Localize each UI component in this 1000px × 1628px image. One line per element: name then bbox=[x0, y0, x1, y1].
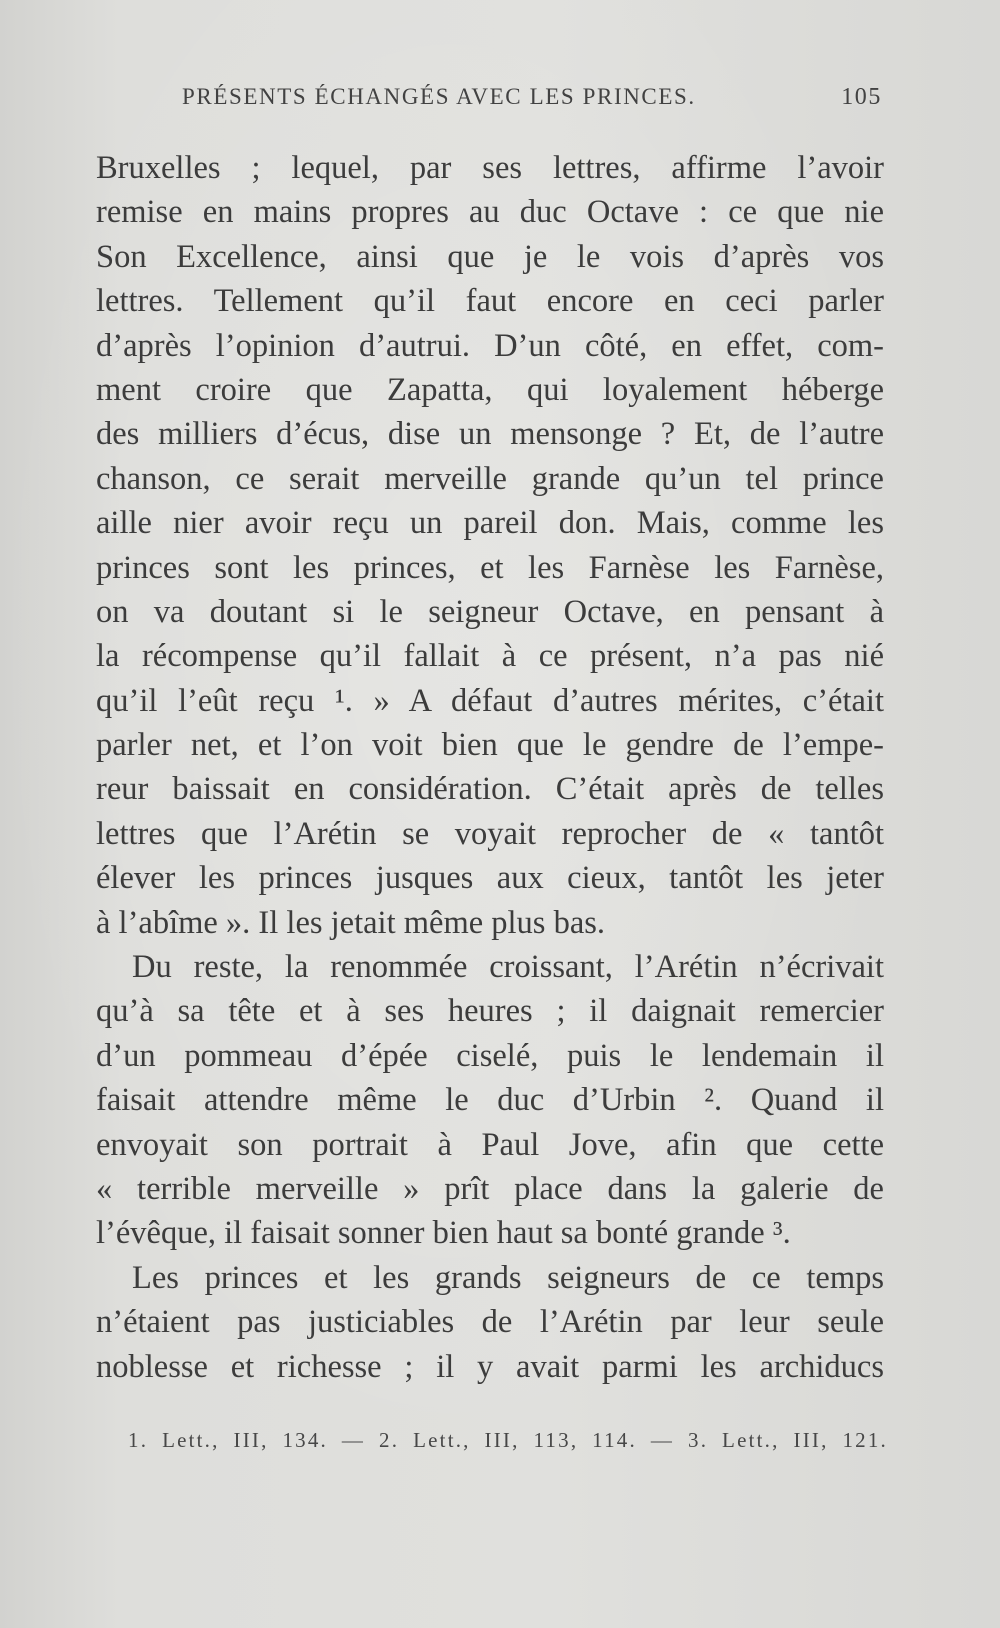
text-line: Bruxelles ; lequel, par ses lettres, affirme l’avoir bbox=[96, 150, 884, 186]
text-line: élever les princes jusques aux cieux, tantôt les jeter bbox=[96, 860, 884, 897]
text-line: Du reste, la renommée croissant, l’Arétin n’écrivait bbox=[132, 949, 884, 986]
text-line: des milliers d’écus, dise un mensonge ? Et, de l’autre bbox=[96, 416, 884, 453]
text-line: chanson, ce serait merveille grande qu’un tel prince bbox=[96, 460, 884, 497]
text-line: qu’à sa tête et à ses heures ; il daignait remercier bbox=[96, 993, 884, 1030]
text-line: faisait attendre même le duc d’Urbin ². Quand il bbox=[96, 1082, 884, 1119]
text-line: d’un pommeau d’épée ciselé, puis le lendemain il bbox=[96, 1037, 884, 1074]
text-line: on va doutant si le seigneur Octave, en pensant à bbox=[96, 593, 884, 630]
text-line: reur baissait en considération. C’était après de telles bbox=[96, 771, 884, 808]
page-number: 105 bbox=[841, 84, 882, 110]
text-line: Son Excellence, ainsi que je le vois d’après vos bbox=[96, 238, 884, 275]
body-text bbox=[96, 146, 884, 1389]
text-line: envoyait son portrait à Paul Jove, afin que cette bbox=[96, 1126, 884, 1163]
text-line: « terrible merveille » prît place dans la galerie de bbox=[96, 1170, 884, 1207]
text-line: aille nier avoir reçu un pareil don. Mais, comme les bbox=[96, 505, 884, 542]
text-line: remise en mains propres au duc Octave : ce que nie bbox=[96, 194, 884, 231]
running-head bbox=[182, 84, 882, 124]
text-line: princes sont les princes, et les Farnèse les Farnèse, bbox=[96, 549, 884, 586]
text-line: qu’il l’eût reçu ¹. » A défaut d’autres mérites, c’était bbox=[96, 682, 884, 719]
text-line: lettres que l’Arétin se voyait reprocher de « tantôt bbox=[96, 815, 884, 852]
text-line: à l’abîme ». Il les jetait même plus bas. bbox=[96, 904, 606, 941]
text-line: lettres. Tellement qu’il faut encore en ceci parler bbox=[96, 283, 884, 320]
text-line: parler net, et l’on voit bien que le gendre de l’empe- bbox=[96, 727, 884, 764]
text-line: noblesse et richesse ; il y avait parmi les archiducs bbox=[96, 1348, 884, 1385]
footnotes: 1. Lett., III, 134. — 2. Lett., III, 113, 114. — 3. Lett., III, 121. bbox=[128, 1428, 888, 1452]
text-line: Les princes et les grands seigneurs de ce temps bbox=[132, 1259, 884, 1296]
text-line: d’après l’opinion d’autrui. D’un côté, en effet, com- bbox=[96, 327, 884, 364]
text-line: l’évêque, il faisait sonner bien haut sa bonté grande ³. bbox=[96, 1215, 791, 1252]
text-line: ment croire que Zapatta, qui loyalement héberge bbox=[96, 371, 884, 408]
text-line: la récompense qu’il fallait à ce présent, n’a pas nié bbox=[96, 638, 884, 675]
text-line: n’étaient pas justiciables de l’Arétin par leur seule bbox=[96, 1304, 884, 1341]
running-title: PRÉSENTS ÉCHANGÉS AVEC LES PRINCES. bbox=[182, 84, 696, 109]
